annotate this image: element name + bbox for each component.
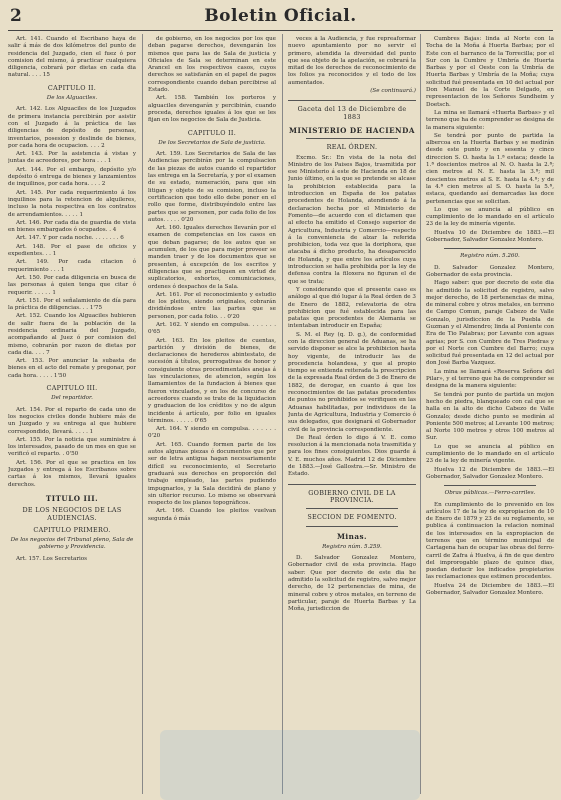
- article-text: Art. 159. Los Secretarios de Sala de las Audiencias percibirán por la compulsacion de las piezas de autos cuando el repartidor las entrega en la Secretaría, y por el examen de su estado, numeración, para que sin litigan y objeto de su comision, incluso la certificacion que todo ello debe poner en el rollo que forme, distribuyéndolo entre las partes que se personen, por cada folio de los autos. . . . . 0'20: [148, 151, 276, 223]
- article-text: Lo que se anuncia al público en cumplimiento de lo mandado en el artículo 23 de la ley de minería vigente.: [426, 443, 554, 465]
- article-text: Se tendrá por punto de partida un mojon hecho de piedra, blanqueado con cal que se halla en la alto de dicho Cabezo de Valle Gonzalo; desde dicho punto se medirán al Poniente 500 metros; al Levante 100 metros; al Norte 100 metros y otros 100 metros al Sur.: [426, 391, 554, 442]
- mines-heading: Minas.: [336, 531, 368, 541]
- article-text: S. M. el Rey (q. D. g.), de conformidad con la direccion general de Aduanas, se ha servido disponer se alce la prohibicion hasta hoy vigente, de introducir las de procedencia holandesa, y que al propio tiempo se entienda reiterada la prescripcion de la expresada Real órden de 3 de Enero de 1882, de derogar, en cuanto á que los reconocimientos de las patatas procedentes de puntos no prohibidos se verifiquen en las Aduanas habilitadas, por individuos de la Junta de Agricultura, Industria y Comercio ó sus delegados, que designará el Gobernador civil de la provincia correspondiente.: [288, 331, 416, 433]
- article-text: Se tendrá por punto de partida la albercoa en la Huerta Barbas y se medirán desde este punto y en sesenta y cinco direccion S. O. hasta la 1.ª estaca; desde la 1.ª doscientos metros al N. O. hasta la 2.ª; cien metros al N. E. hasta la 3.ª; mil doscientos metros al S. E. hasta la 4.ª; y de la 4.ª cien metros al S. O. hasta la 5.ª, estaca, quedando así demarcadas las doce pertenencias que se solicitan.: [426, 132, 554, 205]
- library-stamp: [160, 730, 420, 800]
- separator-rule: [306, 508, 398, 509]
- article-text: La mina se llamará «Reserva Señora del Pilar», y el terreno que ha de comprender se designa de la manera siguiente:: [426, 368, 554, 390]
- chapter-subheading: Del repartidor.: [51, 395, 93, 402]
- section-heading: DE LOS NEGOCIOS DE LAS AUDIENCIAS.: [22, 506, 122, 522]
- separator-rule: [306, 526, 398, 527]
- article-text: de gobierno, en los negocios por los que deban pagarse derechos, devengarán los mismos que para las de Sala de justicia y Oficiales de Sala se determinan en este Arancel en los respectivos casos, cuyos derechos se satisfarán en el papel de pagos correspondiente cuando deban percibirse al Estado.: [148, 36, 276, 94]
- article-text: D. Salvador Gonzalez Montero, Gobernador civil de esta provincia. Hago saber: Que por decreto de este dia he admitido la solicitud de registro, salvo mejor derecho, de 12 pertenencias de mina, de mineral cobre y otros metales, en terreno de particular, paraje de Huerta Barbas y La Moña, jurisdiccion de: [288, 555, 416, 613]
- article-text: Art. 144. Por el embargo, depósito y/o depósito ó entrega de bienes y lanzamientos de inquilinos, por cada hora. . . . 2: [8, 166, 136, 188]
- article-text: Art. 161. Por el reconocimiento y estudio de los pleitos, siendo originales, cobrarán dividiéndose entre las partes que se personen, por cada folio. . . 0'20: [148, 291, 276, 320]
- article-text: Art. 143. Por la asistencia á vistas y juntas de acreedores, por hora . . . 1: [8, 151, 136, 165]
- column-4: [426, 36, 554, 796]
- article-text: Excmo. Sr.: En vista de la nota del Ministro de los Paises Bajos, trasmitida por ese Ministerio á este de Hacienda en 18 de Junio último, en la que se pretende se alcase la prohibicion establecida para la introduccion en España de los patatas procedentes de Holanda, atendiendo á la declaracion hecha por el Ministerio de Fomento—de acuerdo con el dictamen que al efecto ha emitido el Consejo superior de Agricultura, Industria y Comercio—respecto á la conveniencia de alzar la referida prohibicion, toda vez que la doriphora, que atacaba á dicho producto, ha desaparecido de Holanda, y que entre los artículos cuya introduccion se halla prohibida por la ley de defensa contra la filoxera no figuran el de que se trata;: [288, 154, 416, 285]
- article-text: Hago saber: que por decreto de este dia he admitido la solicitud de registro, salvo mejor derecho, de 18 pertenencias de mina, de mineral cobre y otros metales, en terreno de Campo Comun, paraje Cabezo de Valle Gonzalo, jurisdiccion de la Puebla de Guzman y el Almendro; linda al Poniente con Era de Tio Palabras; por Levante con aguas agrias; por S. con Cumbre de Tres Piedras y por el Norte con Cumbre del Barro; cuya solicitud fué presentada en 12 del actual por don José Barba Vazquez.: [426, 280, 554, 367]
- article-text: Art. 158. También los porteros y alguaciles devengarán y percibirán, cuando proceda, derechos iguales á los que se les fijan en los negocios de Sala de Justicia.: [148, 95, 276, 124]
- article-text: Huelva 10 de Diciembre de 1883.—El Gobernador, Salvador Gonzalez Montero.: [426, 229, 554, 244]
- registry-number: Registro núm. 5.259.: [322, 543, 382, 550]
- article-text: Huelva 24 de Diciembre de 1883.—El Gobernador, Salvador Gonzalez Montero.: [426, 582, 554, 597]
- article-text: D. Salvador Gonzalez Montero, Gobernador de esta provincia.: [426, 264, 554, 278]
- article-text: Art. 166. Cuando los pleitos vuelvan segunda ó más: [148, 508, 276, 522]
- chapter-subheading: De los Secretarios de Sala de justicia.: [158, 139, 266, 146]
- article-text: Huelva 12 de Diciembre de 1883.—El Gobernador, Salvador Gonzalez Montero.: [426, 466, 554, 480]
- separator-rule: [306, 138, 398, 139]
- article-text: Cumbres Bajas: linda al Norte con la Tocha de la Moña á Huerta Barbas; por el Este con el barranco de la Torrecilla; por el Sur con la Cumbre y Umbría de Huerta Barbas y por el Oeste con la Umbría de Huerta Barbas y Umbría de la Moña; cuya solicitud fué presentada en 10 del actual por Don Manuel de la Corte Delgado, en representacion de los Señores Sundheim y Doetsch.: [426, 36, 554, 108]
- page-number: 2: [10, 6, 22, 26]
- article-text: Art. 163. En los pleitos de cuentas, partición y división de bienes, de declaraciones de herederos abintestato, de sucesión á títulos, prerrogativas de honor y consiguiente otras procedimentales anejas á las vinculaciones, de atencion, según los llamamientos de la fundacion á bienes que fueron vinculados, y en los de concurso de acreedores cuando se trate de la liquidacion y graduacion de los créditos y no de algun incidente á artículo, por folio en iguales términos. . . . . . 0'65: [148, 337, 276, 424]
- column-divider: [282, 34, 283, 794]
- article-text: Art. 146. Por cada dia de guardia de vista en bienes embargados ó ocupados. . 4: [8, 219, 136, 234]
- continuation-note: (Se continuará.): [370, 88, 416, 95]
- article-text: Art. 164. Y siendo en compulsa. . . . . . . 0'20: [148, 426, 276, 440]
- section-heading: SECCION DE FOMENTO.: [307, 513, 397, 522]
- article-text: Art. 160. Iguales derechos llevarán por el examen de competencias en los casos en que deban pagarse; de los autos que se acumulen, de los que para mejor proveer se manden traer y de los documentos que se presenten, á excepción de los escritos y diligencias que se practiquen en virtud de suplicatorios, exhortos, comunicaciones, ordenes ó despachos de la Sala.: [148, 225, 276, 290]
- article-text: En cumplimiento de lo prevenido en los artículos 17 de la ley de expropiacion de 10 de Enero de 1879 y 23 de su reglamento, se publica á continuacion la relacion nominal de los interesados en la expropiacion de terrenos que en término municipal de Cartagena han de ocupar las obras del ferro-carril de Zafra á Huelva, á fin de que dentro del improrogable plazo de quince dias, puedan deducir los indicados propietarios las reclamaciones que estimen procedentes.: [426, 501, 554, 581]
- article-text: Lo que se anuncia al público en cumplimiento de lo mandado en el artículo 23 de la ley de minería vigente.: [426, 206, 554, 228]
- article-text: Art. 157. Los Secretarios: [16, 555, 88, 562]
- separator-rule: [288, 484, 416, 485]
- article-text: Art. 151. Por el señalamiento de día para la práctica de diligencias. . . 1'75: [8, 297, 136, 312]
- chapter-heading: CAPITULO PRIMERO.: [33, 525, 111, 534]
- article-text: Art. 147. Y por cada noche. . . . . . . . 6: [16, 235, 124, 242]
- public-works-heading: Obras públicas.—Ferro-carriles.: [444, 490, 536, 497]
- article-text: Art. 156. Por el que se practica en los Juzgados y entrega á los Escribanos sobre cartas á los mismos, llevará iguales derechos.: [8, 459, 136, 488]
- article-text: Art. 152. Cuando los Alguaciles hubieren de salir fuera de la población de la residencia ordinaria del Juzgado, acompañando al Juez ó por comision del mismo, cobrarán por razon de dietas por cada dia. . . . 7: [8, 313, 136, 356]
- chapter-heading: CAPITULO II.: [47, 83, 97, 92]
- publication-title: Boletin Oficial.: [204, 6, 357, 26]
- column-2: [148, 36, 276, 788]
- chapter-heading: CAPITULO III.: [46, 384, 98, 393]
- article-text: Art. 155. Por la noticia que suministre á los interesados, pasado de un mes en que se verificó el reparto. . 0'50: [8, 436, 136, 458]
- article-text: Art. 149. Por cada citacion ó requerimiento . . . 1: [8, 259, 136, 273]
- article-text: Art. 148. Por el pase de oficios y expedientes. . . 1: [8, 243, 136, 258]
- header-rule: [8, 30, 553, 31]
- article-text: Art. 162. Y siendo en compulsa. . . . . . . 0'65: [148, 321, 276, 336]
- article-text: Art. 145. Por cada requerimiento á los inquilinos para la retencion de alquileres, incluso la nota respectiva en los contratos de arrendamientos. . . . . 1: [8, 189, 136, 218]
- article-text: veces á la Audiencia, y fue repreaformar nuevo apuntamiento por no servir el primero, atendida la diversidad del punto que sea objeto de la apelación, se cobrará la mitad de los derechos de reconocimiento de los folios ya reconocidos y el todo de los aumentados.: [288, 36, 416, 86]
- chapter-subheading: De los negocios del Tribunal pleno, Sala de gobierno y Providencia.: [10, 537, 134, 551]
- ministry-heading: MINISTERIO DE HACIENDA: [289, 125, 415, 135]
- royal-order-heading: REAL ÓRDEN.: [326, 143, 378, 152]
- article-text: De Real órden lo digo á V. E. como resolucion á la mencionada nota trasmitida y para los fines consiguientes. Dios guarde á V. E. muchos años. Madrid 12 de Diciembre de 1883.—José Gallostra.—Sr. Ministro de Estado.: [288, 434, 416, 478]
- column-1: [8, 36, 136, 788]
- article-text: La mina se llamará «Huerta Barbas» y el terreno que ha de comprender se designa de la manera siguiente:: [426, 109, 554, 131]
- column-3: [288, 36, 416, 796]
- separator-rule: [444, 248, 536, 249]
- separator-rule: [444, 485, 536, 486]
- article-text: Y considerando que el presente caso es análogo al que dió lugar á la Real órden de 3 de Enero de 1882, relevatoria de otra prohibicion que fué establecida para las patatas que procedentes de Alemania se intentaban introducir en España;: [288, 286, 416, 330]
- government-heading: GOBIERNO CIVIL DE LA PROVINCIA.: [308, 488, 396, 504]
- article-text: Art. 150. Por cada diligencia en busca de las personas á quien tenga que citar ó requerir. . . . . . 1: [8, 274, 136, 296]
- column-divider: [420, 34, 421, 794]
- registry-number: Registro núm. 5.260.: [460, 253, 520, 260]
- column-divider: [142, 34, 143, 794]
- chapter-subheading: De los Alguaciles.: [46, 95, 98, 102]
- separator-rule: [288, 100, 416, 101]
- title-heading: TITULO III.: [45, 493, 99, 503]
- article-text: Art. 141. Cuando el Escribano haya de salir á más de dos kilómetros del punto de residencia del Juzgado, cien el fuez ó por comision del mismo, á practicar cualquiera diligencia, cobrará por dietas en cada dia natural. . . . 15: [8, 36, 136, 79]
- gazette-date: Gaceta del 13 de Diciembre de 1883: [297, 105, 407, 121]
- chapter-heading: CAPITULO II.: [187, 128, 237, 137]
- article-text: Art. 165. Cuando formen parte de los autos algunas piezas ó documentos que por ser de letra antigua hagan necesariamente difícil su reconocimiento, el Secretario graduará sus derechos en proporción del trabajo empleado, las partes pudiendo impugnarlos, y la Sala decidirá de plano y sin ulterior recurso. Lo mismo se observará respecto de los planos topográficos.: [148, 441, 276, 507]
- article-text: Art. 142. Los Alguaciles de los Juzgados de primera instancia percibirán por asistir con el Juzgado á la práctica de las diligencias de depósito de personas, inventarios, posesion y deslinde de bienes, por cada hora de ocupacion. . . . 2: [8, 106, 136, 149]
- article-text: Art. 154. Por el reparto de cada uno de los negocios civiles donde hubiere más de un Juzgado y su entrega al que hubiere correspondido, llevará. . . . . 1: [8, 406, 136, 435]
- article-text: Art. 153. Por anunciar la subasta de bienes en el acto del remate y pregonar, por cada hora. . . . . 1'50: [8, 358, 136, 379]
